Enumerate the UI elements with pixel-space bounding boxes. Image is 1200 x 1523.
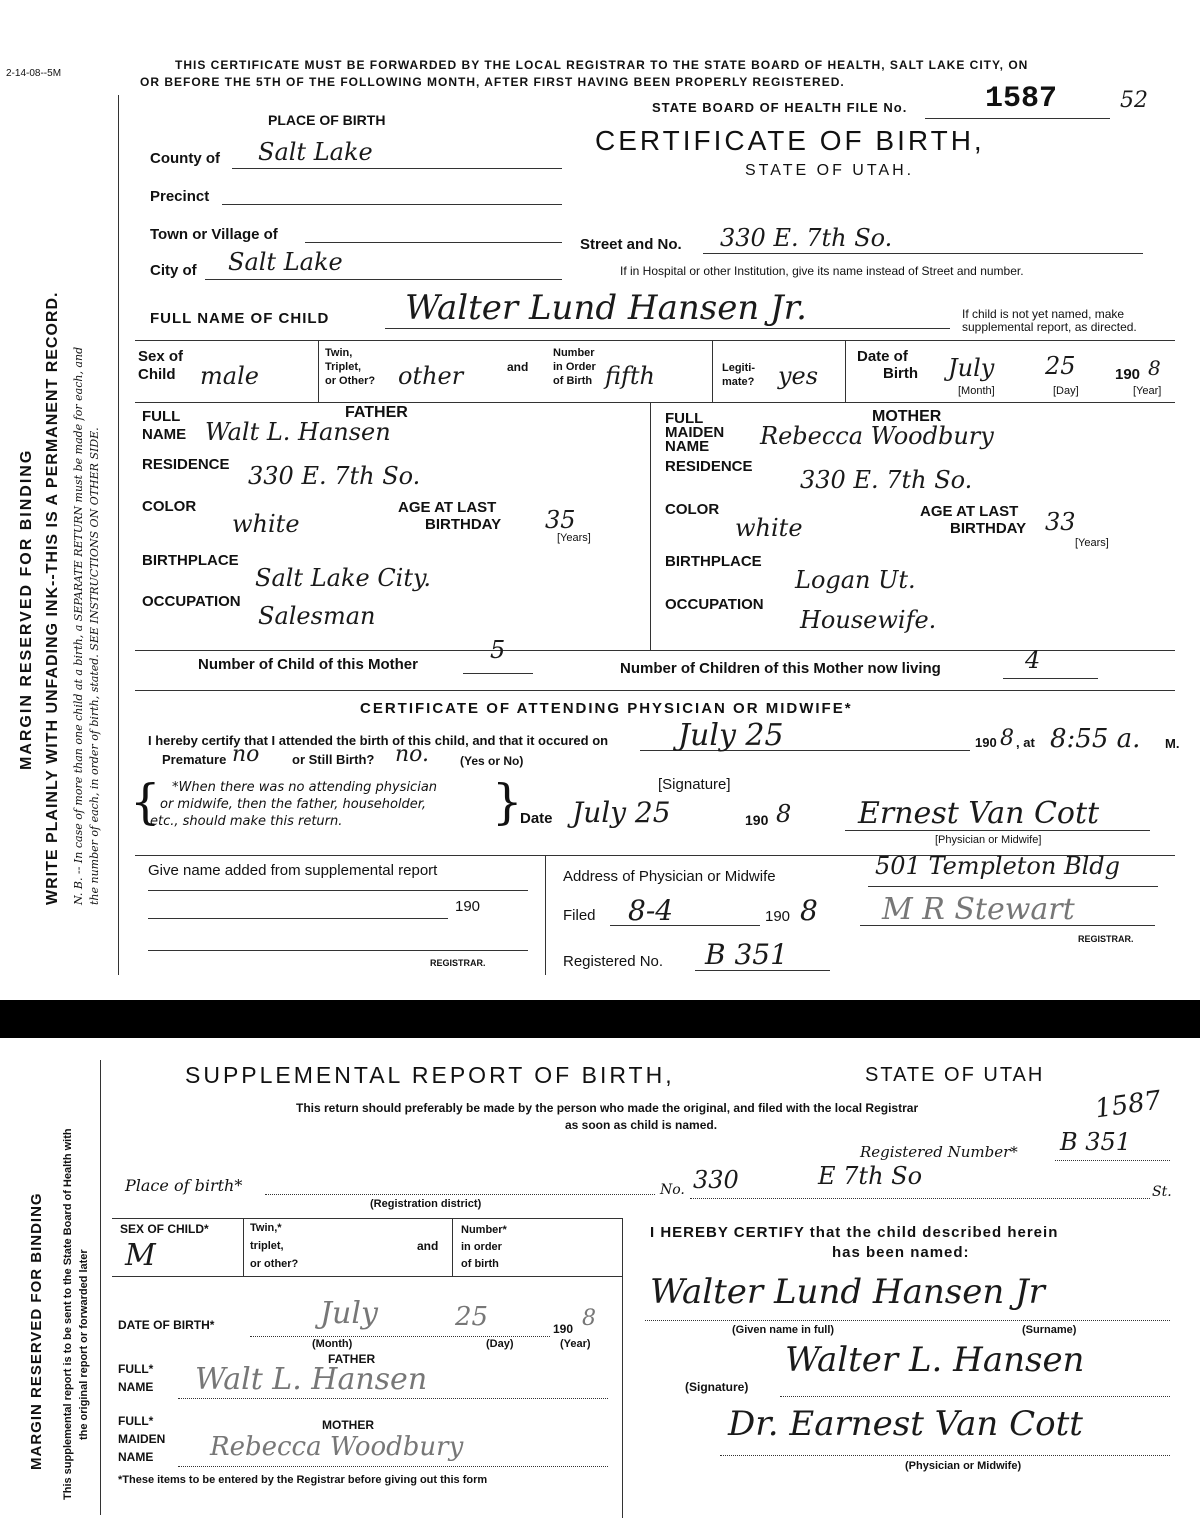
street-label: Street and No. (580, 236, 682, 253)
father-name-value: Walt L. Hansen (205, 418, 391, 446)
file-number-label: STATE BOARD OF HEALTH FILE No. (652, 100, 908, 115)
children-living-value: 4 (1025, 646, 1041, 674)
supp-physician-signature-value: Dr. Earnest Van Cott (728, 1404, 1083, 1444)
occured-date-value: July 25 (678, 718, 784, 753)
physician-note-line2: or midwife, then the father, householder, (160, 797, 427, 812)
supp-footnote: *These items to be entered by the Registrar before giving out this form (118, 1474, 488, 1486)
children-number-value: 5 (490, 636, 506, 664)
registered-number-label: Registered No. (563, 953, 664, 970)
father-occupation-value: Salesman (258, 602, 376, 630)
physician-note-line1: *When there was no attending physician (172, 780, 438, 795)
hospital-note: If in Hospital or other Institution, give its name instead of Street and number. (620, 264, 1024, 278)
supp-intro-line1: This return should preferably be made by the person who made the original, and filed with the local Registrar (296, 1101, 919, 1115)
children-number-label: Number of Child of this Mother (198, 656, 418, 673)
certificate-subtitle: STATE OF UTAH. (745, 162, 915, 179)
supp-dob-day-value: 25 (455, 1302, 489, 1332)
father-heading: FATHER (345, 404, 408, 421)
supp-street-value: E 7th So (818, 1162, 923, 1190)
name-note-line1: If child is not yet named, make (962, 307, 1125, 321)
dob-month-value: July (948, 354, 995, 382)
supp-dob-month-value: July (320, 1296, 378, 1331)
reg-number-label: Registered Number* (860, 1143, 1018, 1161)
twin-value: other (398, 362, 464, 390)
supp-certify-line1: I HEREBY CERTIFY that the child described herein (650, 1224, 1059, 1241)
mother-birthplace-value: Logan Ut. (795, 566, 916, 594)
supp-street-number-value: 330 (693, 1166, 739, 1194)
supplemental-name-label: Give name added from supplemental report (148, 862, 438, 879)
father-residence-value: 330 E. 7th So. (248, 462, 421, 490)
legitimate-value: yes (778, 362, 819, 390)
physician-address-label: Address of Physician or Midwife (563, 868, 776, 885)
birth-time-value: 8:55 a. (1050, 724, 1141, 754)
supp-child-name-value: Walter Lund Hansen Jr (650, 1272, 1045, 1312)
margin-binding-text: MARGIN RESERVED FOR BINDING (18, 448, 35, 770)
note-brace-left: { (130, 774, 161, 830)
signature-label: [Signature] (658, 776, 731, 793)
registrar-signature-value: M R Stewart (882, 892, 1075, 927)
file-number-extra: 52 (1120, 88, 1148, 113)
dob-day-value: 25 (1045, 352, 1076, 380)
mother-age-value: 33 (1045, 508, 1076, 536)
street-value: 330 E. 7th So. (720, 224, 893, 252)
margin-code: 2-14-08--5M (6, 68, 62, 79)
physician-heading: CERTIFICATE OF ATTENDING PHYSICIAN OR MIDWIFE* (360, 700, 853, 717)
note-brace-right: } (492, 774, 523, 830)
supp-intro-line2: as soon as child is named. (565, 1118, 718, 1132)
city-value: Salt Lake (228, 248, 343, 276)
supplemental-title: SUPPLEMENTAL REPORT OF BIRTH, (185, 1062, 675, 1088)
city-label: City of (150, 262, 197, 279)
supp-father-name-value: Walt L. Hansen (195, 1362, 428, 1397)
forwarding-notice-line2: OR BEFORE THE 5TH OF THE FOLLOWING MONTH, AFTER FIRST HAVING BEEN PROPERLY REGISTERED. (140, 75, 845, 89)
supp-sex-value: M (125, 1238, 156, 1273)
supp-certify-line2: has been named: (832, 1244, 970, 1261)
child-name-label: FULL NAME OF CHILD (150, 310, 330, 327)
supp-parent-signature-value: Walter L. Hansen (785, 1340, 1085, 1380)
filed-date-value: 8-4 (628, 894, 674, 927)
mother-color-value: white (735, 514, 803, 542)
mother-occupation-value: Housewife. (800, 606, 937, 634)
supp-margin-binding: MARGIN RESERVED FOR BINDING (28, 1192, 45, 1470)
premature-value: no (232, 742, 260, 767)
county-value: Salt Lake (258, 138, 373, 166)
county-label: County of (150, 150, 220, 167)
certificate-title: CERTIFICATE OF BIRTH, (595, 125, 985, 156)
nb-note-line2: the number of each, in order of birth, stated. SEE INSTRUCTIONS ON OTHER SIDE. (88, 427, 101, 905)
birth-order-value: fifth (605, 362, 655, 390)
place-of-birth-heading: PLACE OF BIRTH (268, 112, 386, 128)
father-color-value: white (232, 510, 300, 538)
mother-name-value: Rebecca Woodbury (760, 422, 994, 450)
reg-number-value: B 351 (1060, 1128, 1132, 1156)
physician-certify-text: I hereby certify that I attended the birth of this child, and that it occured on (148, 733, 609, 748)
child-name-value: Walter Lund Hansen Jr. (405, 288, 807, 328)
supp-place-label: Place of birth* (125, 1176, 243, 1195)
father-age-value: 35 (545, 506, 576, 534)
still-birth-value: no. (395, 742, 430, 767)
physician-date-value: July 25 (572, 796, 671, 829)
registered-number-value: B 351 (705, 938, 788, 971)
precinct-label: Precinct (150, 188, 210, 205)
town-label: Town or Village of (150, 226, 278, 243)
physician-note-line3: etc., should make this return. (150, 814, 343, 829)
physician-signature-value: Ernest Van Cott (858, 796, 1100, 831)
supp-mother-name-value: Rebecca Woodbury (210, 1432, 464, 1462)
sex-label-1: Sex of (138, 348, 184, 365)
sex-label-2: Child (138, 366, 176, 383)
margin-border (118, 95, 119, 975)
forwarding-notice-line1: THIS CERTIFICATE MUST BE FORWARDED BY THE LOCAL REGISTRAR TO THE STATE BOARD OF HEALTH, SALT LAKE CITY, ON (175, 58, 1029, 72)
physician-address-value: 501 Templeton Bldg (875, 852, 1121, 880)
permanent-record-text: WRITE PLAINLY WITH UNFADING INK--THIS IS A PERMANENT RECORD. (44, 291, 61, 905)
file-number-value: 1587 (985, 82, 1058, 116)
mother-heading: MOTHER (872, 408, 942, 425)
nb-note-line1: N. B. -- In case of more than one child at a birth, a SEPARATE RETURN must be made for each, and (72, 346, 85, 905)
supplemental-title-state: STATE OF UTAH (865, 1064, 1045, 1086)
sex-value: male (200, 362, 259, 390)
supp-margin-note-line2: the original report or forwarded later (78, 1249, 90, 1440)
father-birthplace-value: Salt Lake City. (255, 564, 432, 592)
supp-corner-number: 1587 (1093, 1085, 1163, 1125)
name-note-line2: supplemental report, as directed. (962, 320, 1137, 334)
page-separator (0, 1000, 1200, 1038)
children-living-label: Number of Children of this Mother now living (620, 660, 941, 677)
mother-residence-value: 330 E. 7th So. (800, 466, 973, 494)
supp-margin-note-line1: This supplemental report is to be sent to the State Board of Health with (62, 1128, 74, 1500)
